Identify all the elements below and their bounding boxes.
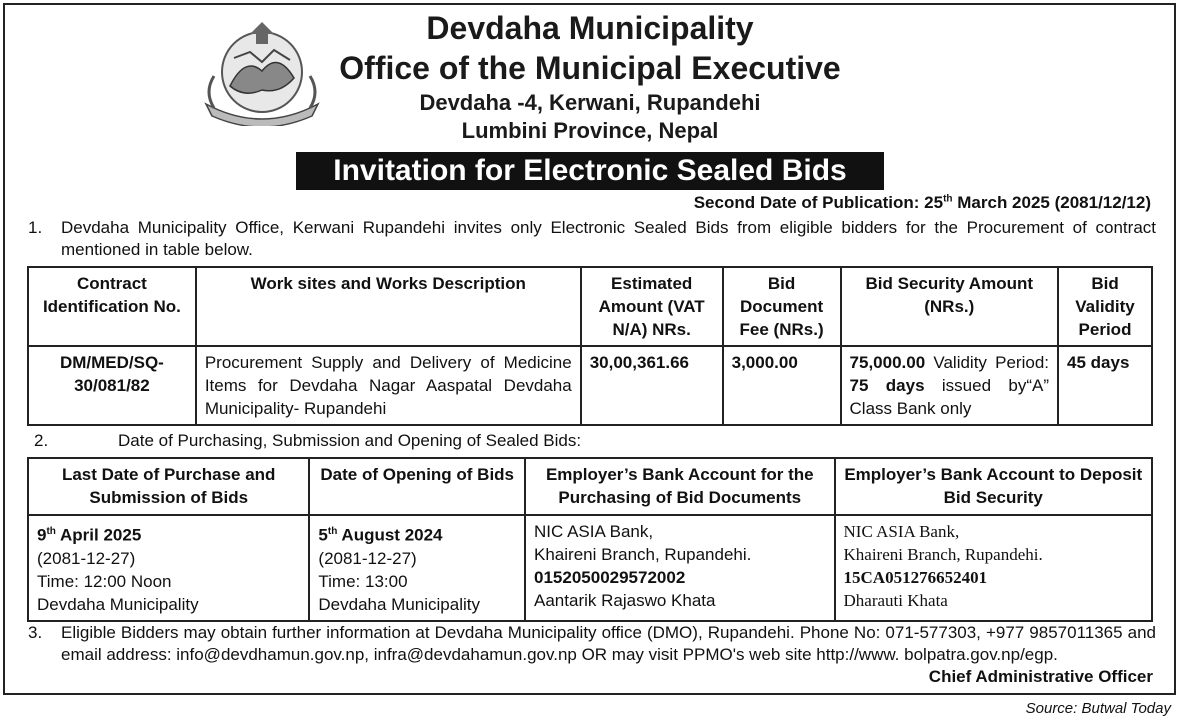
estimated-amount: 30,00,361.66 [581,346,723,425]
table-row [28,346,1152,425]
header-description: Work sites and Works Description [196,267,581,346]
security-amount: 75,000.00 Validity Period: 75 days issued by“A” Class Bank only [841,346,1058,425]
address-line: Devdaha -4, Kerwani, Rupandehi [419,90,761,115]
opening-date-cell: 5th August 2024 (2081-12-27) Time: 13:00 Devdaha Municipality [309,515,525,621]
signature-title: Chief Administrative Officer [928,667,1153,686]
header-last-date: Last Date of Purchase and Submission of Bids [28,458,309,515]
purchase-account-cell: NIC ASIA Bank, Khaireni Branch, Rupandehi. 0152050029572002 Aantarik Rajaswo Khata [525,515,835,621]
paragraph-3: 3. Eligible Bidders may obtain further information at Devdaha Municipality office (DMO), Rupandehi. Phone No: 071-577303, +977 9857011365 and email address: info@devdhamun.gov.np, infra@devdahamun.gov.np OR may visit PPMO's web site http://www. bolpatra.gov.np/egp. [28,623,1156,664]
last-date-cell: 9th April 2025 (2081-12-27) Time: 12:00 Noon Devdaha Municipality [28,515,309,621]
publication-date: Second Date of Publication: 25th March 2025 (2081/12/12) [693,193,1151,212]
header-estimated-amount: Estimated Amount (VAT N/A) NRs. [581,267,723,346]
section-2-heading: 2. Date of Purchasing, Submission and Opening of Sealed Bids: [34,431,582,450]
security-account-cell: NIC ASIA Bank, Khaireni Branch, Rupandehi. 15CA051276652401 Dharauti Khata [835,515,1152,621]
office-name: Office of the Municipal Executive [339,50,841,86]
header-contract-id: Contract Identification No. [28,267,196,346]
header-purchase-account: Employer’s Bank Account for the Purchasing of Bid Documents [525,458,835,515]
table-row [28,515,1152,621]
paragraph-1: 1. Devdaha Municipality Office, Kerwani Rupandehi invites only Electronic Sealed Bids from eligible bidders for the Procurement of contract mentioned in table below. [28,218,1156,259]
contract-id: DM/MED/SQ-30/081/82 [28,346,196,425]
province-line: Lumbini Province, Nepal [461,118,719,143]
contract-table [27,266,1153,426]
header-security-account: Employer’s Bank Account to Deposit Bid Security [835,458,1152,515]
work-description: Procurement Supply and Delivery of Medicine Items for Devdaha Nagar Aaspatal Devdaha Municipality- Rupandehi [196,346,581,425]
notice-title: Invitation for Electronic Sealed Bids [296,152,884,190]
schedule-table [27,457,1153,622]
header-doc-fee: Bid Document Fee (NRs.) [723,267,841,346]
municipality-name: Devdaha Municipality [426,10,754,46]
validity-period: 45 days [1058,346,1152,425]
doc-fee: 3,000.00 [723,346,841,425]
header-security-amount: Bid Security Amount (NRs.) [841,267,1058,346]
header-validity: Bid Validity Period [1058,267,1152,346]
header-opening-date: Date of Opening of Bids [309,458,525,515]
source-credit: Source: Butwal Today [1025,700,1171,717]
